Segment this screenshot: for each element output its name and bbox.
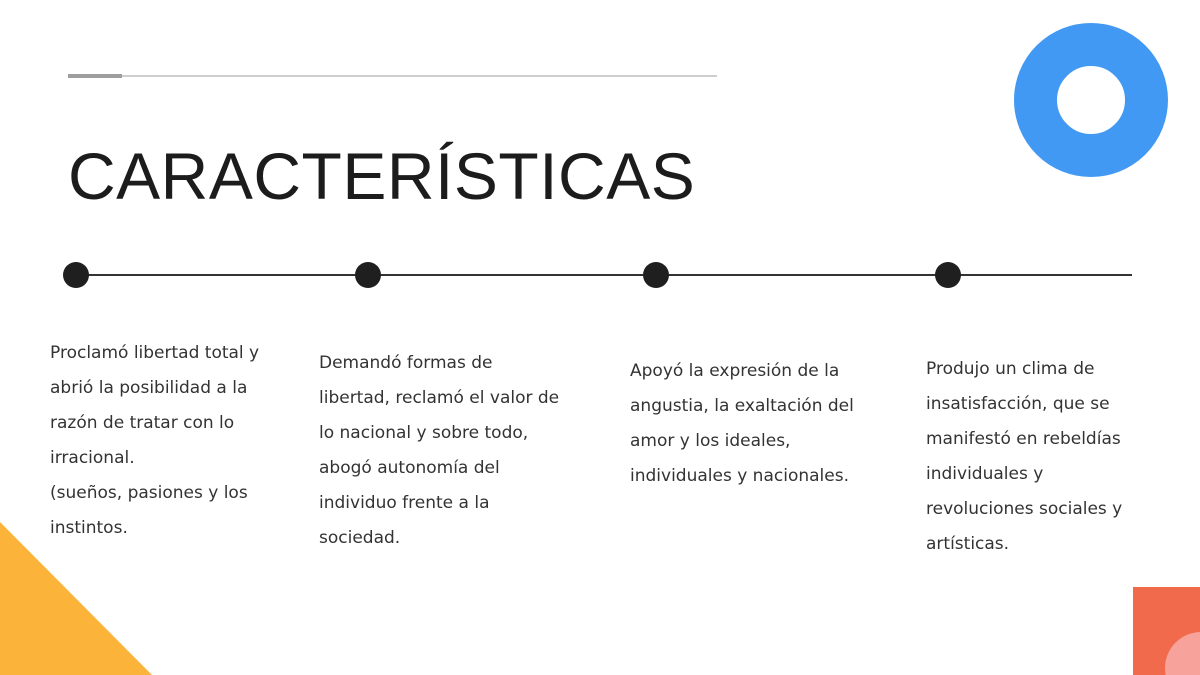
characteristic-text-2: Demandó formas de libertad, reclamó el valor de lo nacional y sobre todo, abogó autonomía del individuo frente a la sociedad. [319,353,560,548]
characteristic-text-4: Produjo un clima de insatisfacción, que se manifestó en rebeldías individuales y revoluciones sociales y artísticas. [926,359,1123,554]
decorative-corner-circle [1165,632,1200,675]
slide-title: CARACTERÍSTICAS [68,139,696,213]
decorative-corner-block [1133,587,1200,675]
characteristic-text-1: Proclamó libertad total y abrió la posibilidad a la razón de tratar con lo irracional. (sueños, pasiones y los instintos. [50,343,260,538]
characteristic-text-3: Apoyó la expresión de la angustia, la exaltación del amor y los ideales, individuales y nacionales. [630,361,854,486]
